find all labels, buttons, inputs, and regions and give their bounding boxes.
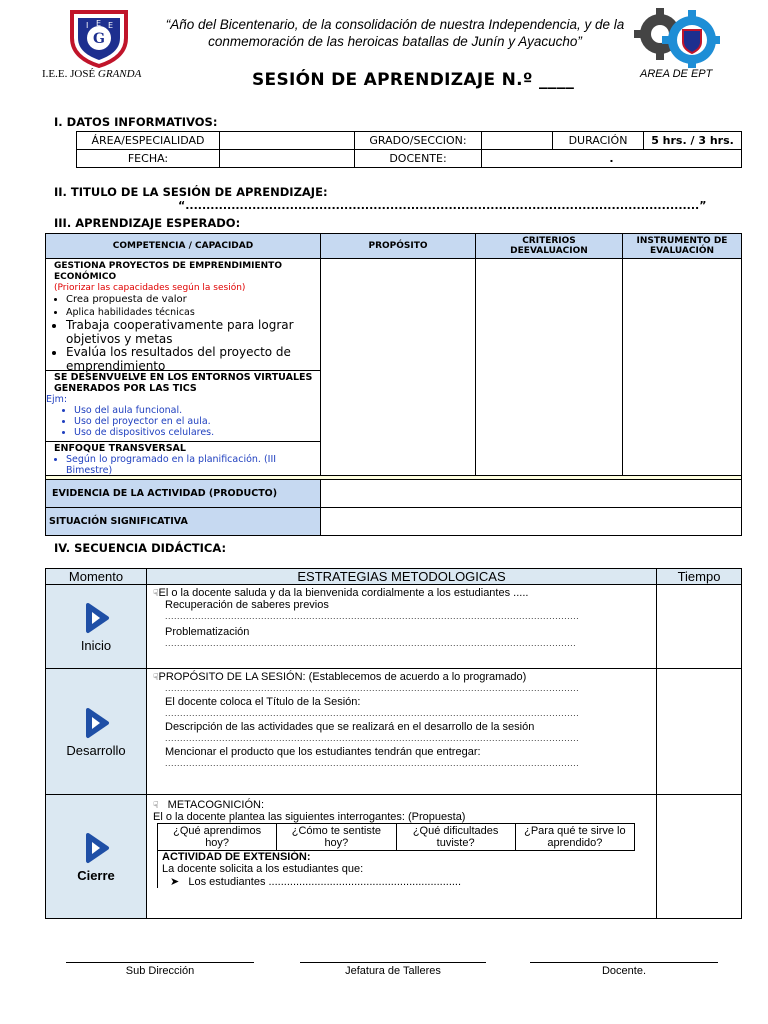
fecha-label: FECHA:	[77, 150, 220, 168]
comp1-item: • Evalúa los resultados del proyecto de emprendimiento	[66, 346, 316, 373]
competencias-cell	[46, 259, 321, 476]
play-icon	[79, 601, 113, 635]
aprendizaje-table	[45, 233, 742, 536]
duracion-value: 5 hrs. / 3 hrs.	[644, 132, 742, 150]
momento-inicio: Inicio	[46, 585, 147, 669]
comp1-note: (Priorizar las capacidades según la sesión)	[54, 283, 246, 293]
comp1-item: • Trabaja cooperativamente para lograr objetivos y metas	[66, 319, 316, 346]
signature-docente: Docente.	[530, 962, 718, 977]
checkbox-icon: ☟	[153, 588, 159, 598]
area-label: ÁREA/ESPECIALIDAD	[77, 132, 220, 150]
comp2-ejm: Ejm:	[46, 394, 68, 405]
section-datos: I. DATOS INFORMATIVOS:	[54, 115, 218, 129]
comp2-item: • Uso del aula funcional.	[74, 405, 316, 416]
question-cell: ¿Para qué te sirve lo aprendido?	[515, 824, 634, 851]
svg-text:E: E	[108, 21, 114, 30]
section-secuencia: IV. SECUENCIA DIDÁCTICA:	[54, 541, 227, 555]
play-icon	[79, 706, 113, 740]
ept-gear-logo	[630, 6, 722, 68]
svg-text:G: G	[93, 31, 105, 47]
checkbox-icon: ☟	[153, 672, 159, 682]
enfoque-item: • Según lo programado en la planificación. (III Bimestre)	[66, 454, 316, 476]
situacion-label: SITUACIÓN SIGNIFICATIVA	[46, 508, 321, 536]
grado-value[interactable]	[482, 132, 553, 150]
secuencia-table	[45, 568, 742, 919]
momento-desarrollo: Desarrollo	[46, 669, 147, 795]
fecha-value[interactable]	[220, 150, 355, 168]
estrategias-inicio[interactable]: ☟El o la docente saluda y da la bienvenida cordialmente a los estudiantes ..... Recuperación de saberes previos .......................................................................................................................................... Problematización .........................................................................................................................................	[147, 585, 657, 669]
section-titulo: II. TITULO DE LA SESIÓN DE APRENDIZAJE:	[54, 185, 328, 199]
comp1-title: GESTIONA PROYECTOS DE EMPRENDIMIENTO ECONÓMICO	[54, 261, 282, 282]
criterios-cell[interactable]	[476, 259, 623, 476]
motto: “Año del Bicentenario, de la consolidación de nuestra Independencia, y de la conmemoración de las heroicas batallas de Junín y Ayacucho”	[165, 17, 625, 49]
svg-text:E: E	[96, 19, 102, 28]
col-instrumento: INSTRUMENTO DE EVALUACIÓN	[623, 234, 742, 259]
tiempo-inicio[interactable]	[657, 585, 742, 669]
comp2-item: • Uso de dispositivos celulares.	[74, 427, 316, 438]
comp2-title: SE DESENVUELVE EN LOS ENTORNOS VIRTUALES GENERADOS POR LAS TICS	[54, 372, 313, 394]
docente-label: DOCENTE:	[355, 150, 482, 168]
instrumento-cell[interactable]	[623, 259, 742, 476]
col-proposito: PROPÓSITO	[321, 234, 476, 259]
arrow-bullet-icon: ➤	[170, 876, 180, 888]
enfoque-title: ENFOQUE TRANSVERSAL	[54, 443, 186, 454]
comp1-item: • Crea propuesta de valor	[66, 294, 316, 307]
datos-table	[76, 131, 742, 168]
area-label: AREA DE EPT	[640, 68, 713, 80]
page-title: SESIÓN DE APRENDIZAJE N.º ____	[252, 70, 575, 90]
situacion-value[interactable]	[321, 508, 742, 536]
question-cell: ¿Cómo te sentiste hoy?	[277, 824, 396, 851]
question-cell: ¿Qué aprendimos hoy?	[158, 824, 277, 851]
signature-subdireccion: Sub Dirección	[66, 962, 254, 977]
estrategias-desarrollo[interactable]: ☟PROPÓSITO DE LA SESIÓN: (Establecemos de acuerdo a lo programado) .......................................................................................................................................... El docente coloca el Título de la Sesión: .......................................................................................................................................... Descripción de las actividades que se realizará en el desarrollo de la sesión .......................................................................................................................................... Mencionar el producto que los estudiantes tendrán que entregar: ..........................................................................................................................................	[147, 669, 657, 795]
question-cell: ¿Qué dificultades tuviste?	[396, 824, 515, 851]
signature-jefatura: Jefatura de Talleres	[300, 962, 486, 977]
col-criterios: CRITERIOS DEEVALUACION	[476, 234, 623, 259]
comp2-item: • Uso del proyector en el aula.	[74, 416, 316, 427]
tiempo-desarrollo[interactable]	[657, 669, 742, 795]
evidencia-value[interactable]	[321, 480, 742, 508]
area-value[interactable]	[220, 132, 355, 150]
estrategias-cierre[interactable]: ☟ METACOGNICIÓN: El o la docente plantea las siguientes interrogantes: (Propuesta) ¿Qué aprendimos hoy? ¿Cómo te sentiste hoy? ¿Qué dificultades tuviste? ¿Para qué te sirve lo aprendido? ACTIVIDAD DE EXTENSIÓN: La docente solicita a los estudiantes que: ➤ Los estudiantes ...............................................................	[147, 795, 657, 919]
col-tiempo: Tiempo	[657, 569, 742, 585]
svg-text:I: I	[86, 21, 89, 30]
duracion-label: DURACIÓN	[553, 132, 644, 150]
tiempo-cierre[interactable]	[657, 795, 742, 919]
evidencia-label: EVIDENCIA DE LA ACTIVIDAD (PRODUCTO)	[46, 480, 321, 508]
school-shield-logo	[68, 8, 130, 68]
section-aprendizaje: III. APRENDIZAJE ESPERADO:	[54, 216, 241, 230]
play-icon	[79, 831, 113, 865]
grado-label: GRADO/SECCION:	[355, 132, 482, 150]
titulo-line[interactable]: “...........................................................................................................................”	[178, 199, 707, 212]
docente-value[interactable]: .	[482, 150, 742, 168]
school-name: I.E.E. JOSÉ GRANDA	[42, 68, 142, 80]
col-estrategias: ESTRATEGIAS METODOLOGICAS	[147, 569, 657, 585]
checkbox-icon: ☟	[153, 800, 159, 810]
proposito-cell[interactable]	[321, 259, 476, 476]
momento-cierre: Cierre	[46, 795, 147, 919]
comp1-item: • Aplica habilidades técnicas	[66, 307, 316, 320]
col-momento: Momento	[46, 569, 147, 585]
col-competencia: COMPETENCIA / CAPACIDAD	[46, 234, 321, 259]
metacognicion-questions	[157, 823, 635, 851]
